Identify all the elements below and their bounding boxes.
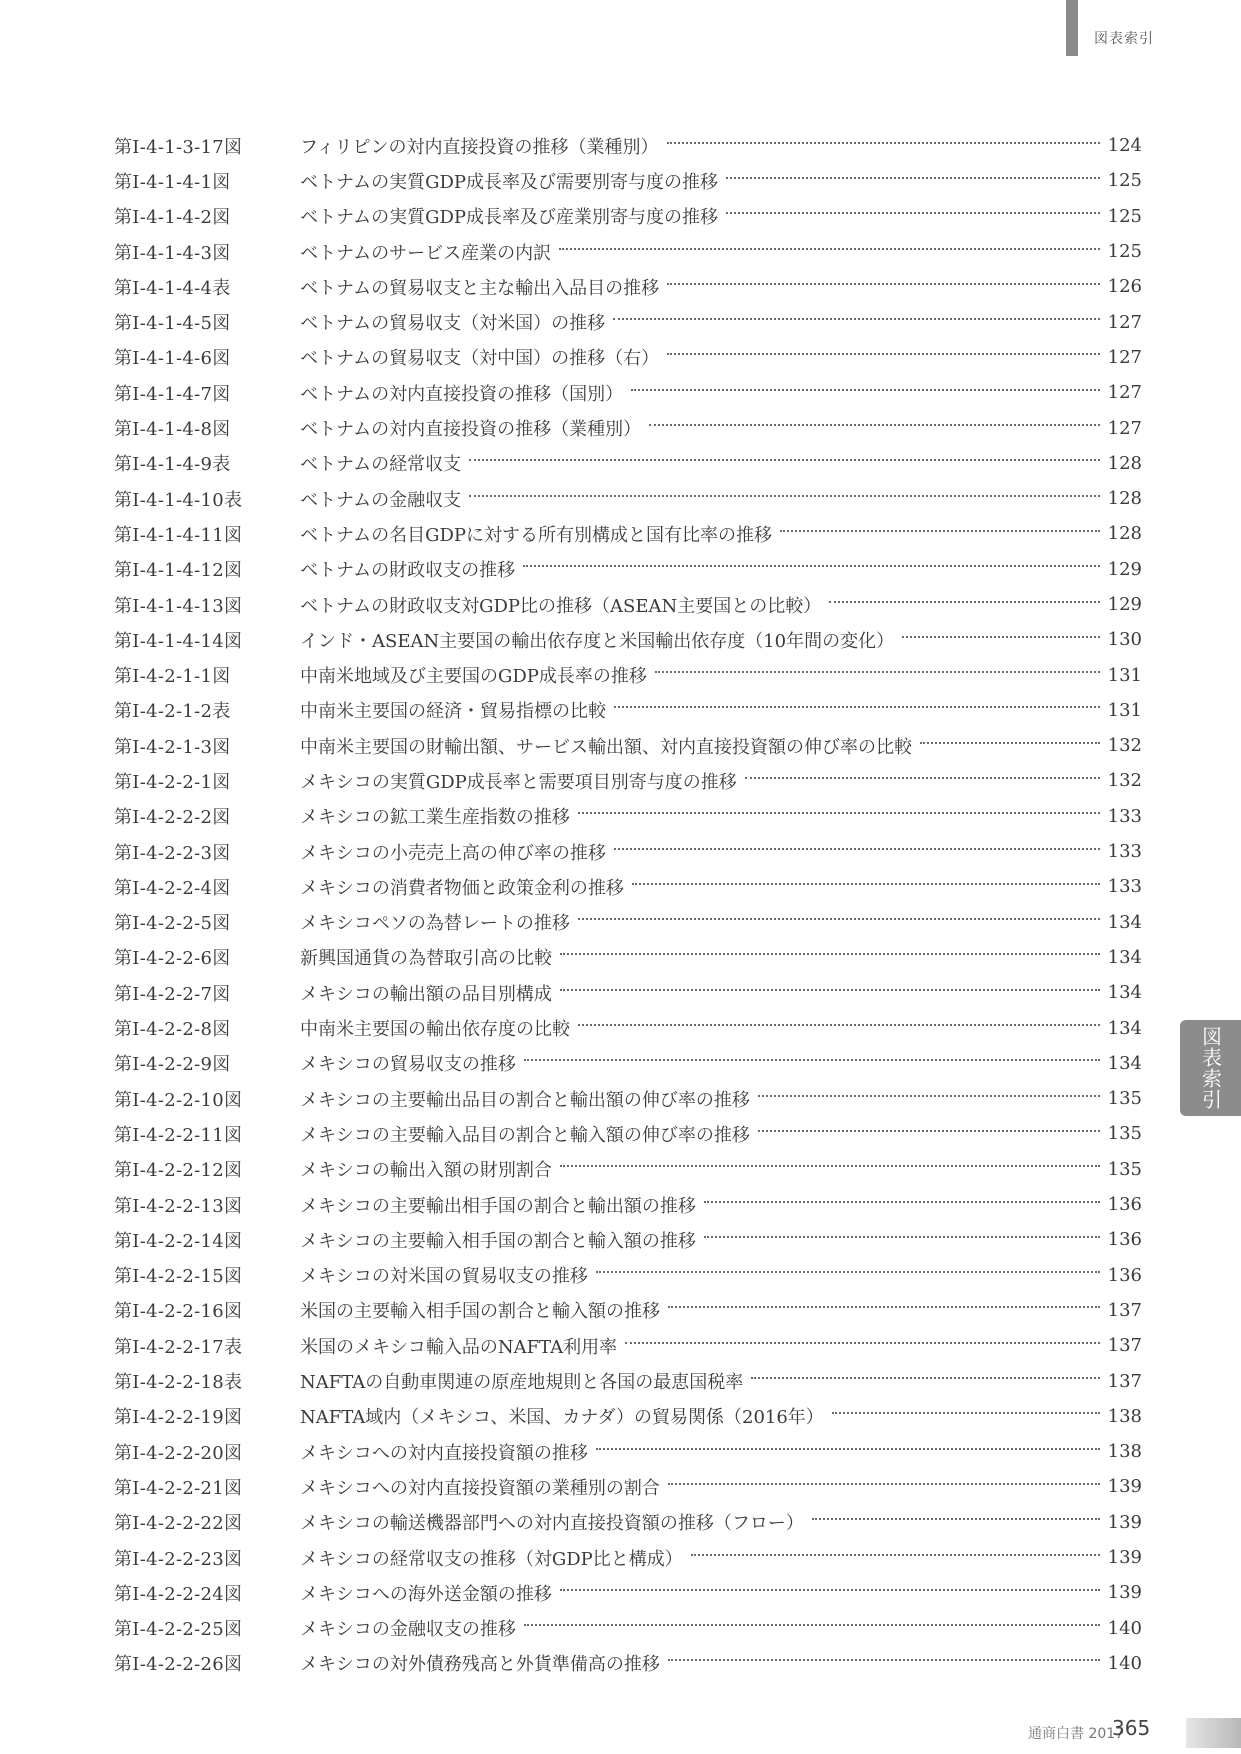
index-entry[interactable] [114,1505,1142,1540]
dot-leader [726,212,1100,214]
dot-leader [920,742,1100,744]
page-number: 365 [1112,1716,1151,1740]
dot-leader [596,1271,1100,1273]
entry-title: ベトナムの財政収支の推移 [300,560,516,582]
entry-title: メキシコの金融収支の推移 [300,1619,516,1641]
entry-title: メキシコの経常収支の推移（対GDP比と構成） [300,1548,683,1570]
entry-title: NAFTA域内（メキシコ、米国、カナダ）の貿易関係（2016年） [300,1407,824,1429]
side-tab-label: 図表索引 [1198,1026,1223,1110]
entry-title: NAFTAの自動車関連の原産地規則と各国の最恵国税率 [300,1372,744,1394]
entry-code: 第Ⅰ-4-1-4-8図 [114,419,231,441]
index-entry[interactable] [114,163,1142,198]
entry-code: 第Ⅰ-4-1-4-1図 [114,171,231,193]
entry-title: 中南米主要国の財輸出額、サービス輸出額、対内直接投資額の伸び率の比較 [300,736,912,758]
index-entry[interactable] [114,128,1142,163]
index-entry[interactable] [114,657,1142,692]
entry-page: 137 [1107,1370,1142,1392]
entry-title: メキシコへの対内直接投資額の推移 [300,1442,588,1464]
entry-title: メキシコの輸出入額の財別割合 [300,1160,552,1182]
index-entry[interactable] [114,763,1142,798]
index-entry[interactable] [114,587,1142,622]
index-entry[interactable] [114,410,1142,445]
entry-title: インド・ASEAN主要国の輸出依存度と米国輸出依存度（10年間の変化） [300,630,895,652]
index-entry[interactable] [114,728,1142,763]
entry-code: 第Ⅰ-4-2-2-20図 [114,1442,243,1464]
entry-page: 135 [1107,1088,1142,1110]
index-entry[interactable] [114,622,1142,657]
entry-page: 140 [1107,1652,1142,1674]
entry-code: 第Ⅰ-4-2-2-24図 [114,1583,243,1605]
dot-leader [578,918,1100,920]
index-entry[interactable] [114,481,1142,516]
dot-leader [726,177,1100,179]
entry-page: 134 [1107,1017,1142,1039]
dot-leader [578,1024,1100,1026]
entry-page: 136 [1107,1264,1142,1286]
dot-leader [667,353,1100,355]
entry-code: 第Ⅰ-4-2-2-3図 [114,842,231,864]
entry-page: 136 [1107,1194,1142,1216]
figure-index-list [114,128,1142,1681]
entry-title: メキシコへの海外送金額の推移 [300,1583,552,1605]
entry-title: メキシコの貿易収支の推移 [300,1054,516,1076]
dot-leader [704,1201,1100,1203]
index-entry[interactable] [114,1293,1142,1328]
entry-code: 第Ⅰ-4-1-4-5図 [114,313,231,335]
entry-code: 第Ⅰ-4-1-4-10表 [114,489,243,511]
entry-page: 139 [1107,1582,1142,1604]
entry-title: メキシコの輸出額の品目別構成 [300,983,552,1005]
dot-leader [668,1659,1100,1661]
side-index-tab[interactable] [1180,1020,1241,1116]
dot-leader [632,883,1100,885]
dot-leader [596,1448,1100,1450]
entry-page: 137 [1107,1299,1142,1321]
footer-accent-bar [1186,1718,1241,1748]
index-entry[interactable] [114,905,1142,940]
index-entry[interactable] [114,1010,1142,1045]
entry-code: 第Ⅰ-4-1-4-13図 [114,595,243,617]
publication-name: 通商白書 2017 [1028,1726,1125,1742]
index-entry[interactable] [114,552,1142,587]
dot-leader [524,1624,1100,1626]
index-entry[interactable] [114,940,1142,975]
entry-code: 第Ⅰ-4-1-3-17図 [114,136,243,158]
index-entry[interactable] [114,693,1142,728]
dot-leader [751,1377,1099,1379]
dot-leader [667,283,1100,285]
entry-page: 132 [1107,735,1142,757]
entry-title: ベトナムの対内直接投資の推移（国別） [300,383,624,405]
entry-code: 第Ⅰ-4-2-2-25図 [114,1619,243,1641]
entry-page: 127 [1107,311,1142,333]
index-entry[interactable] [114,1328,1142,1363]
entry-code: 第Ⅰ-4-2-2-23図 [114,1548,243,1570]
entry-code: 第Ⅰ-4-2-2-19図 [114,1407,243,1429]
index-entry[interactable] [114,975,1142,1010]
entry-page: 127 [1107,382,1142,404]
entry-page: 133 [1107,876,1142,898]
dot-leader [758,1095,1100,1097]
entry-title: ベトナムの実質GDP成長率及び産業別寄与度の推移 [300,207,719,229]
entry-code: 第Ⅰ-4-2-2-16図 [114,1301,243,1323]
dot-leader [902,636,1100,638]
entry-title: メキシコの鉱工業生産指数の推移 [300,807,570,829]
entry-title: ベトナムの実質GDP成長率及び需要別寄与度の推移 [300,171,719,193]
index-entry[interactable] [114,234,1142,269]
entry-title: メキシコの主要輸入相手国の割合と輸入額の推移 [300,1230,696,1252]
entry-title: 新興国通貨の為替取引高の比較 [300,948,552,970]
entry-page: 134 [1107,946,1142,968]
entry-code: 第Ⅰ-4-1-4-6図 [114,348,231,370]
entry-code: 第Ⅰ-4-2-2-13図 [114,1195,243,1217]
index-entry[interactable] [114,375,1142,410]
entry-title: メキシコの消費者物価と政策金利の推移 [300,877,624,899]
entry-title: メキシコの実質GDP成長率と需要項目別寄与度の推移 [300,771,737,793]
index-entry[interactable] [114,799,1142,834]
entry-title: メキシコの主要輸入品目の割合と輸入額の伸び率の推移 [300,1124,750,1146]
dot-leader [614,706,1100,708]
entry-code: 第Ⅰ-4-2-2-9図 [114,1054,231,1076]
dot-leader [668,1306,1100,1308]
entry-code: 第Ⅰ-4-2-2-26図 [114,1654,243,1676]
entry-page: 139 [1107,1511,1142,1533]
index-entry[interactable] [114,869,1142,904]
entry-page: 134 [1107,911,1142,933]
entry-title: ベトナムの経常収支 [300,454,462,476]
dot-leader [812,1518,1100,1520]
index-entry[interactable] [114,1646,1142,1681]
dot-leader [780,530,1100,532]
dot-leader [469,495,1100,497]
entry-code: 第Ⅰ-4-2-1-2表 [114,701,231,723]
entry-page: 129 [1107,558,1142,580]
entry-title: ベトナムの貿易収支（対中国）の推移（右） [300,348,660,370]
dot-leader [614,848,1100,850]
header-accent-bar [1066,0,1078,56]
entry-title: 中南米主要国の輸出依存度の比較 [300,1019,570,1041]
entry-code: 第Ⅰ-4-2-2-14図 [114,1230,243,1252]
dot-leader [524,1059,1100,1061]
dot-leader [523,565,1100,567]
entry-title: ベトナムの金融収支 [300,489,462,511]
entry-page: 140 [1107,1617,1142,1639]
entry-title: メキシコの主要輸出品目の割合と輸出額の伸び率の推移 [300,1089,750,1111]
index-entry[interactable] [114,1152,1142,1187]
dot-leader [649,424,1100,426]
entry-page: 135 [1107,1158,1142,1180]
index-entry[interactable] [114,1116,1142,1151]
dot-leader [560,1165,1100,1167]
entry-page: 137 [1107,1335,1142,1357]
entry-page: 132 [1107,770,1142,792]
entry-code: 第Ⅰ-4-2-1-3図 [114,736,231,758]
entry-page: 128 [1107,488,1142,510]
dot-leader [613,318,1100,320]
entry-title: メキシコの対外債務残高と外貨準備高の推移 [300,1654,660,1676]
index-entry[interactable] [114,834,1142,869]
entry-title: ベトナムの名目GDPに対する所有別構成と国有比率の推移 [300,524,773,546]
entry-page: 128 [1107,452,1142,474]
entry-page: 128 [1107,523,1142,545]
entry-page: 138 [1107,1441,1142,1463]
entry-code: 第Ⅰ-4-2-2-17表 [114,1336,243,1358]
entry-page: 133 [1107,841,1142,863]
entry-code: 第Ⅰ-4-2-2-10図 [114,1089,243,1111]
index-entry[interactable] [114,446,1142,481]
entry-title: メキシコへの対内直接投資額の業種別の割合 [300,1477,660,1499]
index-entry[interactable] [114,1258,1142,1293]
entry-title: ベトナムの財政収支対GDP比の推移（ASEAN主要国との比較） [300,595,822,617]
index-entry[interactable] [114,1434,1142,1469]
entry-code: 第Ⅰ-4-1-4-3図 [114,242,231,264]
entry-code: 第Ⅰ-4-1-4-2図 [114,207,231,229]
entry-code: 第Ⅰ-4-1-4-4表 [114,277,231,299]
entry-page: 125 [1107,241,1142,263]
entry-page: 124 [1107,135,1142,157]
entry-page: 125 [1107,170,1142,192]
entry-title: ベトナムの対内直接投資の推移（業種別） [300,419,642,441]
entry-code: 第Ⅰ-4-2-2-4図 [114,877,231,899]
entry-title: ベトナムの貿易収支（対米国）の推移 [300,313,606,335]
dot-leader [559,248,1100,250]
index-entry[interactable] [114,340,1142,375]
entry-page: 136 [1107,1229,1142,1251]
entry-page: 139 [1107,1547,1142,1569]
entry-title: フィリピンの対内直接投資の推移（業種別） [300,136,659,158]
entry-page: 131 [1107,699,1142,721]
entry-code: 第Ⅰ-4-2-2-6図 [114,948,231,970]
entry-title: メキシコの主要輸出相手国の割合と輸出額の推移 [300,1195,696,1217]
entry-page: 125 [1107,205,1142,227]
entry-title: ベトナムのサービス産業の内訳 [300,242,552,264]
index-entry[interactable] [114,1399,1142,1434]
index-entry[interactable] [114,516,1142,551]
entry-title: 米国の主要輸入相手国の割合と輸入額の推移 [300,1301,660,1323]
dot-leader [668,1483,1100,1485]
entry-code: 第Ⅰ-4-2-2-7図 [114,983,231,1005]
index-entry[interactable] [114,1081,1142,1116]
dot-leader [560,989,1100,991]
entry-title: メキシコペソの為替レートの推移 [300,913,570,935]
entry-page: 134 [1107,1052,1142,1074]
dot-leader [832,1412,1100,1414]
entry-page: 138 [1107,1405,1142,1427]
entry-code: 第Ⅰ-4-2-2-15図 [114,1266,243,1288]
entry-code: 第Ⅰ-4-2-2-22図 [114,1513,243,1535]
entry-code: 第Ⅰ-4-2-2-21図 [114,1477,243,1499]
index-entry[interactable] [114,1363,1142,1398]
index-entry[interactable] [114,1469,1142,1504]
entry-code: 第Ⅰ-4-1-4-7図 [114,383,231,405]
index-entry[interactable] [114,1046,1142,1081]
dot-leader [745,777,1100,779]
dot-leader [667,142,1100,144]
entry-title: ベトナムの貿易収支と主な輸出入品目の推移 [300,277,660,299]
entry-page: 126 [1107,276,1142,298]
index-entry[interactable] [114,1610,1142,1645]
entry-code: 第Ⅰ-4-2-2-11図 [114,1124,243,1146]
dot-leader [560,1589,1100,1591]
entry-title: 中南米主要国の経済・貿易指標の比較 [300,701,606,723]
entry-title: 米国のメキシコ輸入品のNAFTA利用率 [300,1336,618,1358]
dot-leader [560,953,1100,955]
entry-code: 第Ⅰ-4-2-2-18表 [114,1372,243,1394]
index-entry[interactable] [114,199,1142,234]
entry-code: 第Ⅰ-4-1-4-11図 [114,524,243,546]
entry-page: 129 [1107,594,1142,615]
entry-code: 第Ⅰ-4-2-2-2図 [114,807,231,829]
index-entry[interactable] [114,1540,1142,1575]
entry-page: 134 [1107,982,1142,1004]
entry-page: 139 [1107,1476,1142,1498]
entry-code: 第Ⅰ-4-2-1-1図 [114,666,231,688]
entry-title: 中南米地域及び主要国のGDP成長率の推移 [300,666,647,688]
dot-leader [758,1130,1100,1132]
entry-page: 130 [1107,629,1142,651]
index-entry[interactable] [114,304,1142,339]
dot-leader [829,601,1099,603]
entry-page: 131 [1107,664,1142,686]
entry-code: 第Ⅰ-4-2-2-1図 [114,771,231,793]
dot-leader [631,389,1100,391]
dot-leader [704,1236,1100,1238]
entry-title: メキシコの対米国の貿易収支の推移 [300,1266,588,1288]
entry-code: 第Ⅰ-4-2-2-5図 [114,913,231,935]
index-entry[interactable] [114,1222,1142,1257]
entry-title: メキシコの小売売上高の伸び率の推移 [300,842,606,864]
entry-code: 第Ⅰ-4-2-2-8図 [114,1019,231,1041]
dot-leader [625,1342,1100,1344]
dot-leader [655,671,1100,673]
index-entry[interactable] [114,1187,1142,1222]
index-entry[interactable] [114,269,1142,304]
entry-page: 127 [1107,346,1142,368]
entry-code: 第Ⅰ-4-1-4-14図 [114,630,243,652]
entry-code: 第Ⅰ-4-1-4-12図 [114,560,243,582]
dot-leader [691,1554,1100,1556]
entry-title: メキシコの輸送機器部門への対内直接投資額の推移（フロー） [300,1513,804,1535]
index-entry[interactable] [114,1575,1142,1610]
section-label: 図表索引 [1094,31,1154,47]
entry-page: 127 [1107,417,1142,439]
entry-page: 133 [1107,805,1142,827]
dot-leader [578,812,1100,814]
entry-code: 第Ⅰ-4-2-2-12図 [114,1160,243,1182]
entry-code: 第Ⅰ-4-1-4-9表 [114,454,231,476]
entry-page: 135 [1107,1123,1142,1145]
dot-leader [469,459,1100,461]
